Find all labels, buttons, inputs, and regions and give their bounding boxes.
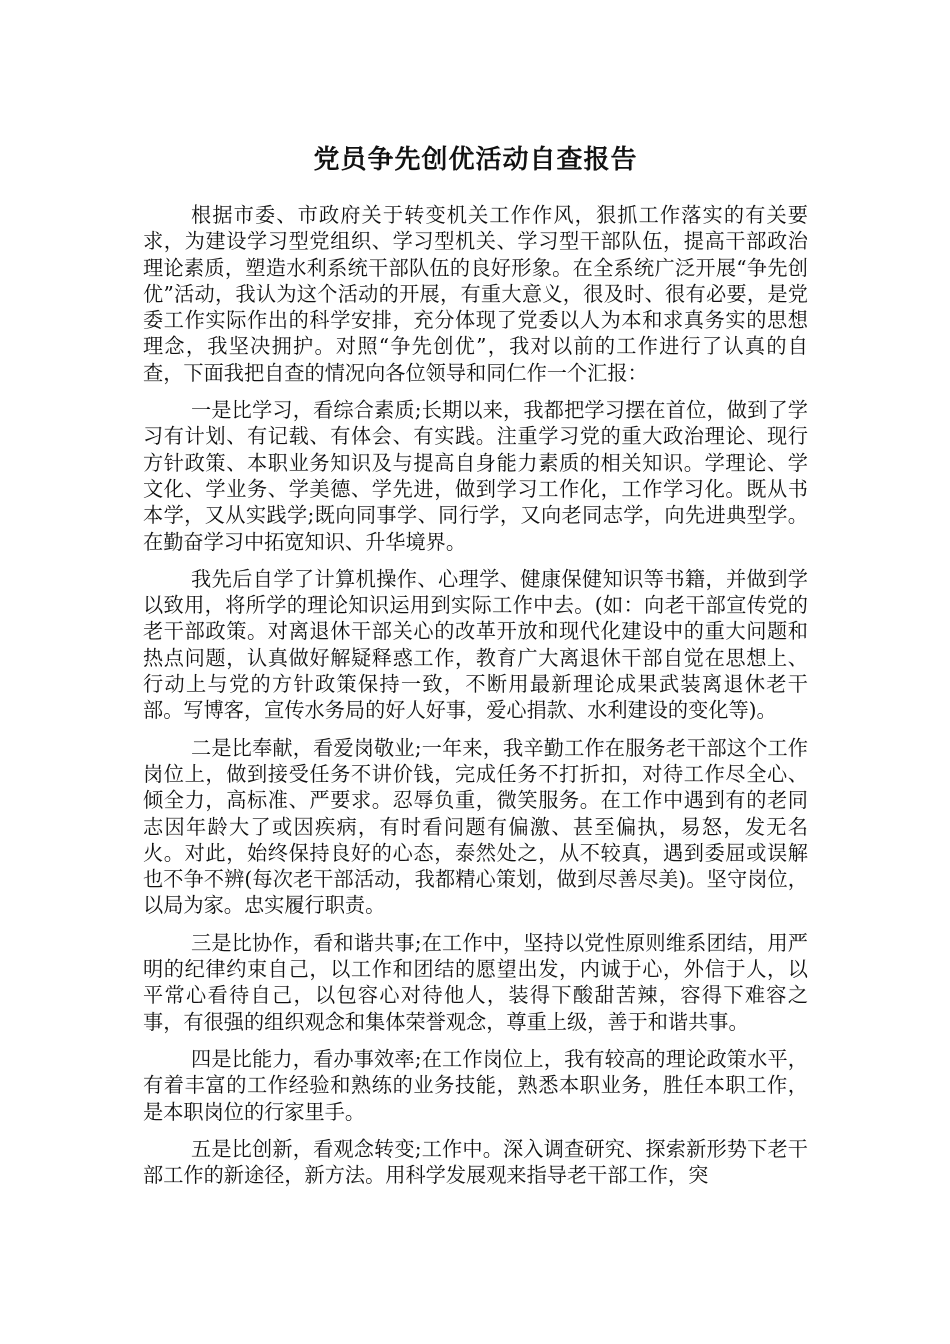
paragraph-intro: 根据市委、市政府关于转变机关工作作风，狠抓工作落实的有关要求，为建设学习型党组织、学习型机关、学习型干部队伍，提高干部政治理论素质，塑造水利系统干部队伍的良好形象。在全系统广泛开展“争先创优”活动，我认为这个活动的开展，有重大意义，很及时、很有必要，是党委工作实际作出的科学安排，充分体现了党委以人为本和求真务实的思想理念，我坚决拥护。对照“争先创优”，我对以前的工作进行了认真的自查，下面我把自查的情况向各位领导和同仁作一个汇报：	[143, 203, 808, 385]
document-title: 党员争先创优活动自查报告	[313, 145, 638, 175]
paragraph-cooperation: 三是比协作，看和谐共事;在工作中，坚持以党性原则维系团结，用严明的纪律约束自己，以工作和团结的愿望出发，内诚于心，外信于人，以平常心看待自己，以包容心对待他人，装得下酸甜苦辣，容得下难容之事，有很强的组织观念和集体荣誉观念，尊重上级，善于和谐共事。	[143, 930, 808, 1034]
paragraph-ability: 四是比能力，看办事效率;在工作岗位上，我有较高的理论政策水平，有着丰富的工作经验和熟练的业务技能，熟悉本职业务，胜任本职工作，是本职岗位的行家里手。	[143, 1046, 808, 1124]
document-page	[143, 140, 808, 1199]
paragraph-study: 一是比学习，看综合素质;长期以来，我都把学习摆在首位，做到了学习有计划、有记载、有体会、有实践。注重学习党的重大政治理论、现行方针政策、本职业务知识及与提高自身能力素质的相关知识。学理论、学文化、学业务、学美德、学先进，做到学习工作化，工作学习化。既从书本学，又从实践学;既向同事学、同行学，又向老同志学，向先进典型学。在勤奋学习中拓宽知识、升华境界。	[143, 398, 808, 554]
paragraph-innovation: 五是比创新，看观念转变;工作中。深入调查研究、探索新形势下老干部工作的新途径，新方法。用科学发展观来指导老干部工作，突	[143, 1136, 808, 1188]
paragraph-self-study: 我先后自学了计算机操作、心理学、健康保健知识等书籍，并做到学以致用，将所学的理论知识运用到实际工作中去。(如：向老干部宣传党的老干部政策。对离退休干部关心的改革开放和现代化建设中的重大问题和热点问题，认真做好解疑释惑工作，教育广大离退休干部自觉在思想上、行动上与党的方针政策保持一致，不断用最新理论成果武装离退休老干部。写博客，宣传水务局的好人好事，爱心捐款、水利建设的变化等)。	[143, 566, 808, 723]
paragraph-dedication: 二是比奉献，看爱岗敬业;一年来，我辛勤工作在服务老干部这个工作岗位上，做到接受任务不讲价钱，完成任务不打折扣，对待工作尽全心、倾全力，高标准、严要求。忍辱负重，微笑服务。在工作中遇到有的老同志因年龄大了或因疾病，有时看问题有偏激、甚至偏执，易怒，发无名火。对此，始终保持良好的心态，泰然处之，从不较真，遇到委屈或误解也不争不辨(每次老干部活动，我都精心策划，做到尽善尽美)。坚守岗位，以局为家。忠实履行职责。	[143, 735, 808, 918]
